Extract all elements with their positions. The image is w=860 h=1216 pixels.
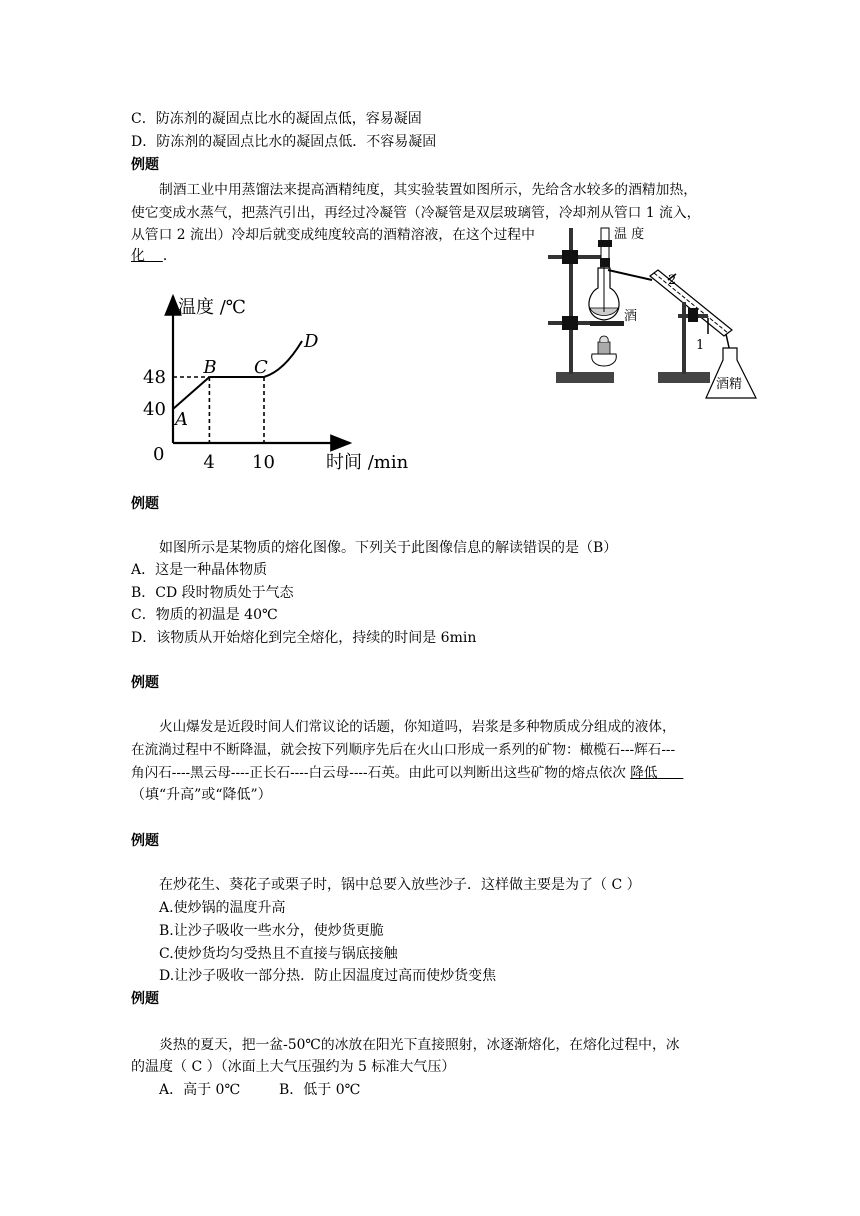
ex5-line2: 的温度（ C ）（冰面上大气压强约为 5 标准大气压） [131, 1059, 456, 1075]
ex4-option-a: A.使炒锅的温度升高 [159, 900, 286, 916]
segment-cd [264, 341, 302, 377]
point-label-b: B [203, 357, 217, 378]
prev-option-c: C．防冻剂的凝固点比水的凝固点低，容易凝固 [131, 111, 422, 127]
label-alcohol: 酒精 [716, 377, 743, 392]
ex4-option-d: D.让沙子吸收一部分热．防止因温度过高而使炒货变焦 [159, 968, 497, 984]
example-heading: 例题 [131, 833, 159, 849]
x-tick-label: 10 [252, 452, 275, 473]
ex1-answer: 化 [131, 248, 145, 264]
ex3-line4: （填“升高”或“降低”） [131, 787, 272, 803]
ex2-option-d: D．该物质从开始熔化到完全熔化，持续的时间是 6min [131, 630, 477, 646]
y-tick-label: 48 [143, 367, 166, 388]
point-label-a: A [175, 409, 188, 430]
ex5-option-a: A．高于 0℃ [159, 1082, 241, 1098]
stand-rod-right [682, 302, 686, 374]
y-axis-label: 温度 /℃ [178, 297, 246, 318]
stand-base-left [556, 372, 614, 383]
example-heading: 例题 [131, 157, 159, 173]
y-tick-label: 40 [143, 399, 166, 420]
label-thermometer: 温 度 [614, 227, 645, 242]
ex3-line3: 角闪石----黑云母----正长石----白云母----石英。由此可以判断出这些矿物的熔点依次 降低 [131, 765, 658, 781]
ex4-question: 在炒花生、葵花子或栗子时，锅中总要入放些沙子．这样做主要是为了（ C ） [159, 877, 641, 893]
ex1-line3: 从管口 2 流出）冷却后就变成纯度较高的酒精溶液，在这个过程中 [131, 227, 535, 243]
port-2-label: 2 [668, 273, 677, 288]
point-label-c: C [254, 357, 268, 378]
ex4-option-c: C.使炒货均匀受热且不直接与锅底接触 [159, 946, 398, 962]
example-heading: 例题 [131, 991, 159, 1007]
x-tick-label: 4 [203, 452, 215, 473]
prev-option-d: D．防冻剂的凝固点比水的凝固点低．不容易凝固 [131, 134, 437, 150]
origin-label: 0 [153, 444, 165, 465]
point-label-d: D [304, 331, 319, 352]
ex4-option-b: B.让沙子吸收一些水分，使炒货更脆 [159, 923, 384, 939]
ex3-line1: 火山爆发是近段时间人们常议论的话题，你知道吗，岩浆是多种物质成分组成的液体， [159, 719, 676, 735]
example-heading: 例题 [131, 496, 159, 512]
stand-rod-left [569, 228, 573, 374]
ex2-question: 如图所示是某物质的熔化图像。下列关于此图像信息的解读错误的是（B） [159, 540, 618, 556]
label-jiu: 酒 [624, 309, 638, 324]
segment-ab [173, 377, 209, 409]
x-axis-label: 时间 /min [326, 452, 409, 473]
distillation-apparatus-figure [540, 222, 762, 408]
ex2-option-a: A．这是一种晶体物质 [131, 562, 268, 578]
ex1-line1: 制酒工业中用蒸馏法来提高酒精纯度，其实验装置如图所示，先给含水较多的酒精加热， [159, 182, 698, 198]
ex3-line2: 在流淌过程中不断降温，就会按下列顺序先后在火山口形成一系列的矿物：橄榄石---辉石--- [131, 742, 676, 758]
ex3-answer: 降低 [630, 765, 658, 781]
port-1-label: 1 [696, 338, 705, 353]
ex1-line2: 使它变成水蒸气，把蒸汽引出，再经过冷凝管（冷凝管是双层玻璃管，冷却剂从管口 1 流入， [131, 205, 701, 221]
ex5-line1: 炎热的夏天，把一盆-50℃的冰放在阳光下直接照射，冰逐渐熔化，在熔化过程中，冰 [159, 1037, 680, 1053]
melting-curve-chart [138, 288, 418, 478]
example-heading: 例题 [131, 675, 159, 691]
ex1-line4: 化 ． [131, 248, 177, 264]
ex2-option-c: C．物质的初温是 40℃ [131, 607, 278, 623]
ex5-option-b: B．低于 0℃ [279, 1082, 361, 1098]
ex2-option-b: B．CD 段时物质处于气态 [131, 585, 294, 601]
